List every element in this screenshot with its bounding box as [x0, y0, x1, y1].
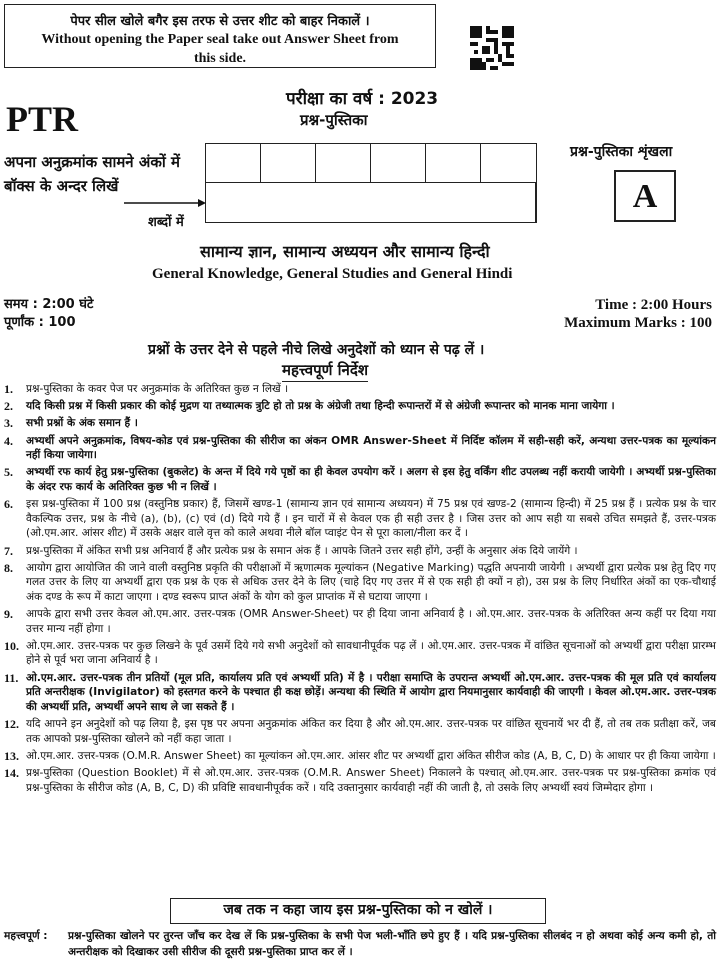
time-hindi: समय : 2:00 घंटे — [4, 297, 94, 312]
instruction-number: 14. — [4, 765, 19, 780]
instruction-number: 1. — [4, 382, 13, 396]
instruction-number: 9. — [4, 607, 13, 622]
instruction-item — [4, 399, 716, 414]
do-not-open-box: जब तक न कहा जाय इस प्रश्न-पुस्तिका को न खोलें । — [170, 898, 546, 924]
instruction-number: 10. — [4, 638, 19, 653]
time-english: Time : 2:00 Hours — [595, 297, 712, 313]
instruction-text: सभी प्रश्नों के अंक समान हैं । — [26, 417, 138, 430]
instruction-number: 11. — [4, 670, 19, 685]
arrow-right-icon — [124, 198, 206, 208]
roll-number-grid — [205, 143, 537, 223]
instruction-number: 12. — [4, 717, 19, 731]
seal-notice-hindi: पेपर सील खोले बगैर इस तरफ से उत्तर शीट को बाहर निकालें । — [70, 14, 370, 29]
important-note — [4, 928, 716, 960]
instruction-item — [4, 717, 716, 746]
series-label: प्रश्न-पुस्तिका शृंखला — [570, 144, 673, 160]
series-value: A — [614, 170, 676, 222]
instruction-number: 13. — [4, 748, 19, 763]
instructions-list — [4, 382, 716, 798]
instruction-item — [4, 416, 716, 431]
roll-number-label — [4, 150, 180, 198]
marks-hindi: पूर्णांक : 100 — [4, 315, 76, 330]
instruction-number: 4. — [4, 433, 13, 448]
seal-notice-english-1: Without opening the Paper seal take out Answer Sheet from — [41, 32, 399, 47]
instruction-item — [4, 544, 716, 559]
instruction-text: यदि आपने इन अनुदेशों को पढ़ लिया है, इस पृष्ठ पर अपना अनुक्रमांक अंकित कर दिया है और ओ.एम.आर. उत्तर-पत्रक पर वांछित सूचनायें भर दी हैं, तो तब तक प्रतीक्षा करें, जब तक आपको प्रश्न-पुस्तिका खोलने को नहीं कहा जाता । — [26, 718, 716, 745]
instruction-item — [4, 766, 716, 795]
qr-code-icon — [470, 26, 514, 70]
instruction-item — [4, 607, 716, 636]
instruction-text: ओ.एम.आर. उत्तर-पत्रक पर कुछ लिखने के पूर्व उसमें दिये गये सभी अनुदेशों को सावधानीपूर्वक पढ़ लें । ओ.एम.आर. उत्तर-पत्रक में वांछित सूचनाओं को अभ्यर्थी द्वारा परीक्षा प्रारम्भ होने से पूर्व भरा जाना अनिवार्य है । — [26, 639, 716, 667]
instruction-text: अभ्यर्थी रफ कार्य हेतु प्रश्न-पुस्तिका (बुकलेट) के अन्त में दिये गये पृष्ठों का ही केवल उपयोग करें । अलग से इस हेतु वर्किंग शीट उपलब्ध नहीं करायी जायेगी । अभ्यर्थी प्रश्न-पुस्तिका के अंदर रफ कार्य के अतिरिक्त कुछ भी न लिखें । — [26, 466, 716, 493]
instruction-text: यदि किसी प्रश्न में किसी प्रकार की कोई मुद्रण या तथ्यात्मक त्रुटि हो तो प्रश्न के अंग्रेजी तथा हिन्दी रूपान्तरों में से अंग्रेजी रूपान्तर को मानक माना जायेगा । — [26, 400, 615, 413]
instruction-item — [4, 465, 716, 494]
roll-words-box[interactable] — [206, 183, 536, 222]
instruction-number: 2. — [4, 399, 13, 414]
read-instructions-note: प्रश्नों के उत्तर देने से पहले नीचे लिखे अनुदेशों को ध्यान से पढ़ लें । — [148, 342, 485, 358]
roll-digit-box[interactable] — [316, 144, 371, 183]
instruction-number: 8. — [4, 560, 13, 575]
roll-digit-box[interactable] — [481, 144, 536, 183]
instruction-item — [4, 382, 716, 397]
instruction-text: प्रश्न-पुस्तिका (Question Booklet) में से ओ.एम.आर. उत्तर-पत्रक (O.M.R. Answer Sheet) निकालने के पश्चात् ओ.एम.आर. उत्तर-पत्रक पर प्रश्न-पुस्तिका क्रमांक एवं प्रश्न-पुस्तिका के सीरीज कोड (A, B, C, D) की प्रविष्टि सावधानीपूर्वक करें । यदि उक्तानुसार कार्यवाही नहीं की जाती है, तो उसके लिए अभ्यर्थी स्वयं जिम्मेदार होगा । — [26, 766, 716, 794]
instruction-text: अभ्यर्थी अपने अनुक्रमांक, विषय-कोड एवं प्रश्न-पुस्तिका की सीरीज का अंकन OMR Answer-Sheet में निर्दिष्ट कॉलम में सही-सही करें, अन्यथा उत्तर-पत्रक का मूल्यांकन नहीं किया जायेगा। — [26, 434, 716, 462]
important-note-text: प्रश्न-पुस्तिका खोलने पर तुरन्त जाँच कर देख लें कि प्रश्न-पुस्तिका के सभी पेज भली-भाँति छपे हुए हैं । यदि प्रश्न-पुस्तिका सीलबंद न हो अथवा कोई अन्य कमी हो, तो अन्तरीक्षक को दिखाकर उसी सीरीज की दूसरी प्रश्न-पुस्तिका प्राप्त कर लें । — [68, 930, 716, 958]
subject-hindi: सामान्य ज्ञान, सामान्य अध्ययन और सामान्य हिन्दी — [200, 242, 490, 261]
instruction-item — [4, 749, 716, 764]
instruction-text: इस प्रश्न-पुस्तिका में 100 प्रश्न (वस्तुनिष्ठ प्रकार) हैं, जिसमें खण्ड-1 (सामान्य ज्ञान एवं सामान्य अध्ययन) में 75 प्रश्न एवं खण्ड-2 (सामान्य हिन्दी) में 25 प्रश्न हैं । प्रत्येक प्रश्न के चार वैकल्पिक उत्तर, प्रश्न के नीचे (a), (b), (c) एवं (d) दिये गये हैं । इन चारों में से केवल एक ही सही उत्तर है । जिस उत्तर को आप सही या सबसे उचित समझते हैं, उत्तर-पत्रक (ओ.एम.आर. आंसर शीट) में उसके अक्षर वाले वृत्त को काले अथवा नीले बॉल प्वाइंट पेन से पूरा काला/नीला कर दें । — [26, 498, 716, 540]
instruction-number: 5. — [4, 465, 13, 480]
instruction-text: आपके द्वारा सभी उत्तर केवल ओ.एम.आर. उत्तर-पत्रक (OMR Answer-Sheet) पर ही दिया जाना अनिवार्य है । ओ.एम.आर. उत्तर-पत्रक के अतिरिक्त अन्य कहीं पर दिया गया उत्तर मान्य नहीं होगा । — [26, 608, 716, 635]
instruction-item — [4, 671, 716, 715]
instruction-item — [4, 497, 716, 541]
exam-year: परीक्षा का वर्ष : 2023 — [286, 89, 439, 109]
roll-digit-box[interactable] — [261, 144, 316, 183]
roll-number-label-line1: अपना अनुक्रमांक सामने अंकों में — [4, 153, 180, 171]
in-words-label: शब्दों में — [148, 215, 184, 230]
seal-notice-english-2: this side. — [193, 51, 247, 66]
instruction-number: 7. — [4, 543, 13, 558]
time-marks-hindi — [4, 296, 93, 332]
instruction-item — [4, 434, 716, 463]
instruction-number: 3. — [4, 416, 13, 431]
instruction-text: प्रश्न-पुस्तिका में अंकित सभी प्रश्न अनिवार्य हैं और प्रत्येक प्रश्न के समान अंक हैं । आपके जितने उत्तर सही होंगे, उन्हीं के अनुसार अंक दिये जायेंगे । — [26, 544, 578, 557]
seal-notice-box — [4, 4, 436, 68]
instruction-text: प्रश्न-पुस्तिका के कवर पेज पर अनुक्रमांक के अतिरिक्त कुछ न लिखें । — [26, 383, 289, 395]
instruction-item — [4, 639, 716, 668]
instruction-text: आयोग द्वारा आयोजित की जाने वाली वस्तुनिष्ठ प्रकृति की परीक्षाओं में ऋणात्मक मूल्यांकन (Negative Marking) पद्धति अपनायी जायेगी । अभ्यर्थी द्वारा प्रत्येक प्रश्न हेतु दिए गए गलत उत्तर के लिए या अभ्यर्थी द्वारा एक प्रश्न के एक से अधिक उत्तर देने के लिए (चाहे दिए गए उत्तर में से एक सही ही क्यों न हो), उस प्रश्न के लिए निर्धारित अंकों का एक-चौथाई अंक दण्ड के रूप में काटा जाएगा । दण्ड स्वरूप प्राप्त अंकों के योग को कुल प्राप्तांक में से घटाया जाएगा । — [26, 561, 716, 603]
roll-number-label-line2: बॉक्स के अन्दर लिखें — [4, 177, 119, 195]
paper-code: PTR — [6, 99, 78, 139]
roll-digit-box[interactable] — [426, 144, 481, 183]
subject-english: General Knowledge, General Studies and General Hindi — [152, 266, 513, 282]
roll-digit-box[interactable] — [371, 144, 426, 183]
instruction-text: ओ.एम.आर. उत्तर-पत्रक तीन प्रतियों (मूल प्रति, कार्यालय प्रति एवं अभ्यर्थी प्रति) में है । परीक्षा समाप्ति के उपरान्त अभ्यर्थी ओ.एम.आर. उत्तर-पत्रक की मूल प्रति एवं कार्यालय प्रति अन्तरीक्षक (Invigilator) को हस्तगत करने के पश्चात ही कक्ष छोड़ें। अन्यथा की स्थिति में आयोग द्वारा नियमानुसार कार्यवाही की जाएगी । केवल ओ.एम.आर. उत्तर-पत्रक की अभ्यर्थी प्रति, अभ्यर्थी अपने साथ ले जा सकते हैं । — [26, 671, 716, 713]
important-instructions-heading: महत्त्वपूर्ण निर्देश — [282, 360, 368, 382]
booklet-label: प्रश्न-पुस्तिका — [300, 111, 368, 129]
time-marks-english — [564, 296, 712, 332]
instruction-item — [4, 561, 716, 605]
important-note-label: महत्त्वपूर्ण : — [4, 930, 48, 942]
roll-digit-box[interactable] — [206, 144, 261, 183]
instruction-number: 6. — [4, 497, 13, 512]
instruction-text: ओ.एम.आर. उत्तर-पत्रक (O.M.R. Answer Sheet) का मूल्यांकन ओ.एम.आर. आंसर शीट पर अभ्यर्थी द्वारा अंकित सीरीज कोड (A, B, C, D) के आधार पर ही किया जायेगा । — [26, 749, 716, 762]
marks-english: Maximum Marks : 100 — [564, 315, 712, 331]
